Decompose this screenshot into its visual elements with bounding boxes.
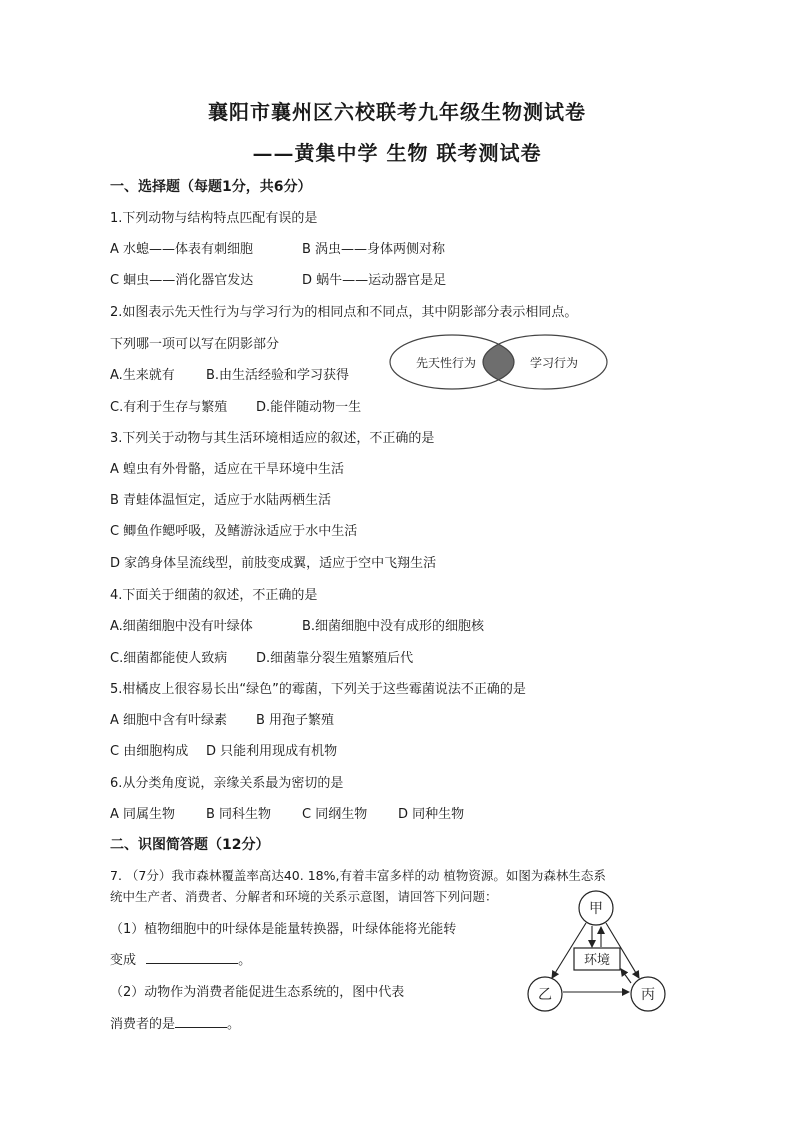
q2-option-b: B.由生活经验和学习获得 bbox=[206, 368, 350, 383]
venn-left-label: 先天性行为 bbox=[416, 356, 477, 370]
venn-diagram bbox=[388, 332, 610, 392]
q6-stem: 6.从分类角度说，亲缘关系最为密切的是 bbox=[110, 776, 344, 791]
q5-option-d: D 只能利用现成有机物 bbox=[206, 744, 338, 759]
q4-option-d: D.细菌靠分裂生殖繁殖后代 bbox=[256, 651, 414, 666]
q4-stem: 4.下面关于细菌的叙述，不正确的是 bbox=[110, 588, 318, 603]
q3-option-d: D 家鸽身体呈流线型，前肢变成翼，适应于空中飞翔生活 bbox=[110, 556, 437, 571]
q7-answer-blank-1[interactable] bbox=[146, 951, 238, 964]
q5-option-b: B 用孢子繁殖 bbox=[256, 713, 335, 728]
q5-option-c: C 由细胞构成 bbox=[110, 744, 189, 759]
q3-option-c: C 鲫鱼作鳃呼吸，及鳍游泳适应于水中生活 bbox=[110, 524, 358, 539]
label-environment: 环境 bbox=[583, 953, 611, 968]
q7-sub1-line1: （1）植物细胞中的叶绿体是能量转换器，叶绿体能将光能转 bbox=[110, 922, 457, 937]
q1-option-d: D 蜗牛——运动器官是足 bbox=[302, 273, 447, 288]
q7-sub2-line1: （2）动物作为消费者能促进生态系统的，图中代表 bbox=[110, 985, 405, 1000]
venn-right-label: 学习行为 bbox=[530, 356, 579, 370]
q6-option-c: C 同纲生物 bbox=[302, 807, 368, 822]
section-heading-choice: 一、选择题（每题1分，共6分） bbox=[110, 179, 312, 195]
q7-sub2-period: 。 bbox=[227, 1017, 241, 1032]
ecosystem-diagram bbox=[520, 886, 676, 1014]
page-title: 襄阳市襄州区六校联考九年级生物测试卷 bbox=[208, 100, 586, 124]
q7-sub1-prefix: 变成 bbox=[110, 953, 137, 968]
q1-stem: 1.下列动物与结构特点匹配有误的是 bbox=[110, 211, 318, 226]
q2-option-d: D.能伴随动物一生 bbox=[256, 400, 362, 415]
q7-sub1-period: 。 bbox=[238, 953, 252, 968]
q2-stem: 2.如图表示先天性行为与学习行为的相同点和不同点，其中阴影部分表示相同点。 bbox=[110, 305, 578, 320]
q6-option-a: A 同属生物 bbox=[110, 807, 176, 822]
q2-stem-2: 下列哪一项可以写在阴影部分 bbox=[110, 337, 280, 352]
q1-option-b: B 涡虫——身体两侧对称 bbox=[302, 242, 446, 257]
q5-option-a: A 细胞中含有叶绿素 bbox=[110, 713, 228, 728]
q7-stem-line1: 7. （7分）我市森林覆盖率高达40. 18%,有着丰富多样的动 植物资源。如图为森林生态系 bbox=[110, 868, 606, 883]
q7-sub2-prefix: 消费者的是 bbox=[110, 1017, 176, 1032]
section-heading-diagram: 二、识图简答题（12分） bbox=[110, 837, 270, 853]
q1-option-c: C 蛔虫——消化器官发达 bbox=[110, 273, 254, 288]
q3-option-b: B 青蛙体温恒定，适应于水陆两栖生活 bbox=[110, 493, 332, 508]
page-subtitle: ——黄集中学 生物 联考测试卷 bbox=[252, 141, 542, 165]
q4-option-a: A.细菌细胞中没有叶绿体 bbox=[110, 619, 253, 634]
q1-option-a: A 水螅——体表有刺细胞 bbox=[110, 242, 254, 257]
q6-option-b: B 同科生物 bbox=[206, 807, 272, 822]
q4-option-c: C.细菌都能使人致病 bbox=[110, 651, 228, 666]
q3-option-a: A 蝗虫有外骨骼，适应在干旱环境中生活 bbox=[110, 462, 345, 477]
q7-answer-blank-2[interactable] bbox=[175, 1015, 227, 1028]
q5-stem: 5.柑橘皮上很容易长出“绿色”的霉菌，下列关于这些霉菌说法不正确的是 bbox=[110, 682, 526, 697]
q7-sub2-line2 bbox=[110, 1013, 240, 1032]
q3-stem: 3.下列关于动物与其生活环境相适应的叙述，不正确的是 bbox=[110, 431, 435, 446]
q2-option-c: C.有利于生存与繁殖 bbox=[110, 400, 228, 415]
arrow-bing-to-environment bbox=[621, 969, 631, 983]
q2-option-a: A.生来就有 bbox=[110, 368, 175, 383]
q4-option-b: B.细菌细胞中没有成形的细胞核 bbox=[302, 619, 485, 634]
label-bing: 丙 bbox=[641, 987, 655, 1003]
q7-stem-line2: 统中生产者、消费者、分解者和环境的关系示意图，请回答下列问题： bbox=[110, 889, 498, 904]
q7-sub1-line2 bbox=[110, 949, 251, 968]
q6-option-d: D 同种生物 bbox=[398, 807, 465, 822]
label-jia: 甲 bbox=[589, 901, 603, 917]
label-yi: 乙 bbox=[538, 987, 552, 1003]
